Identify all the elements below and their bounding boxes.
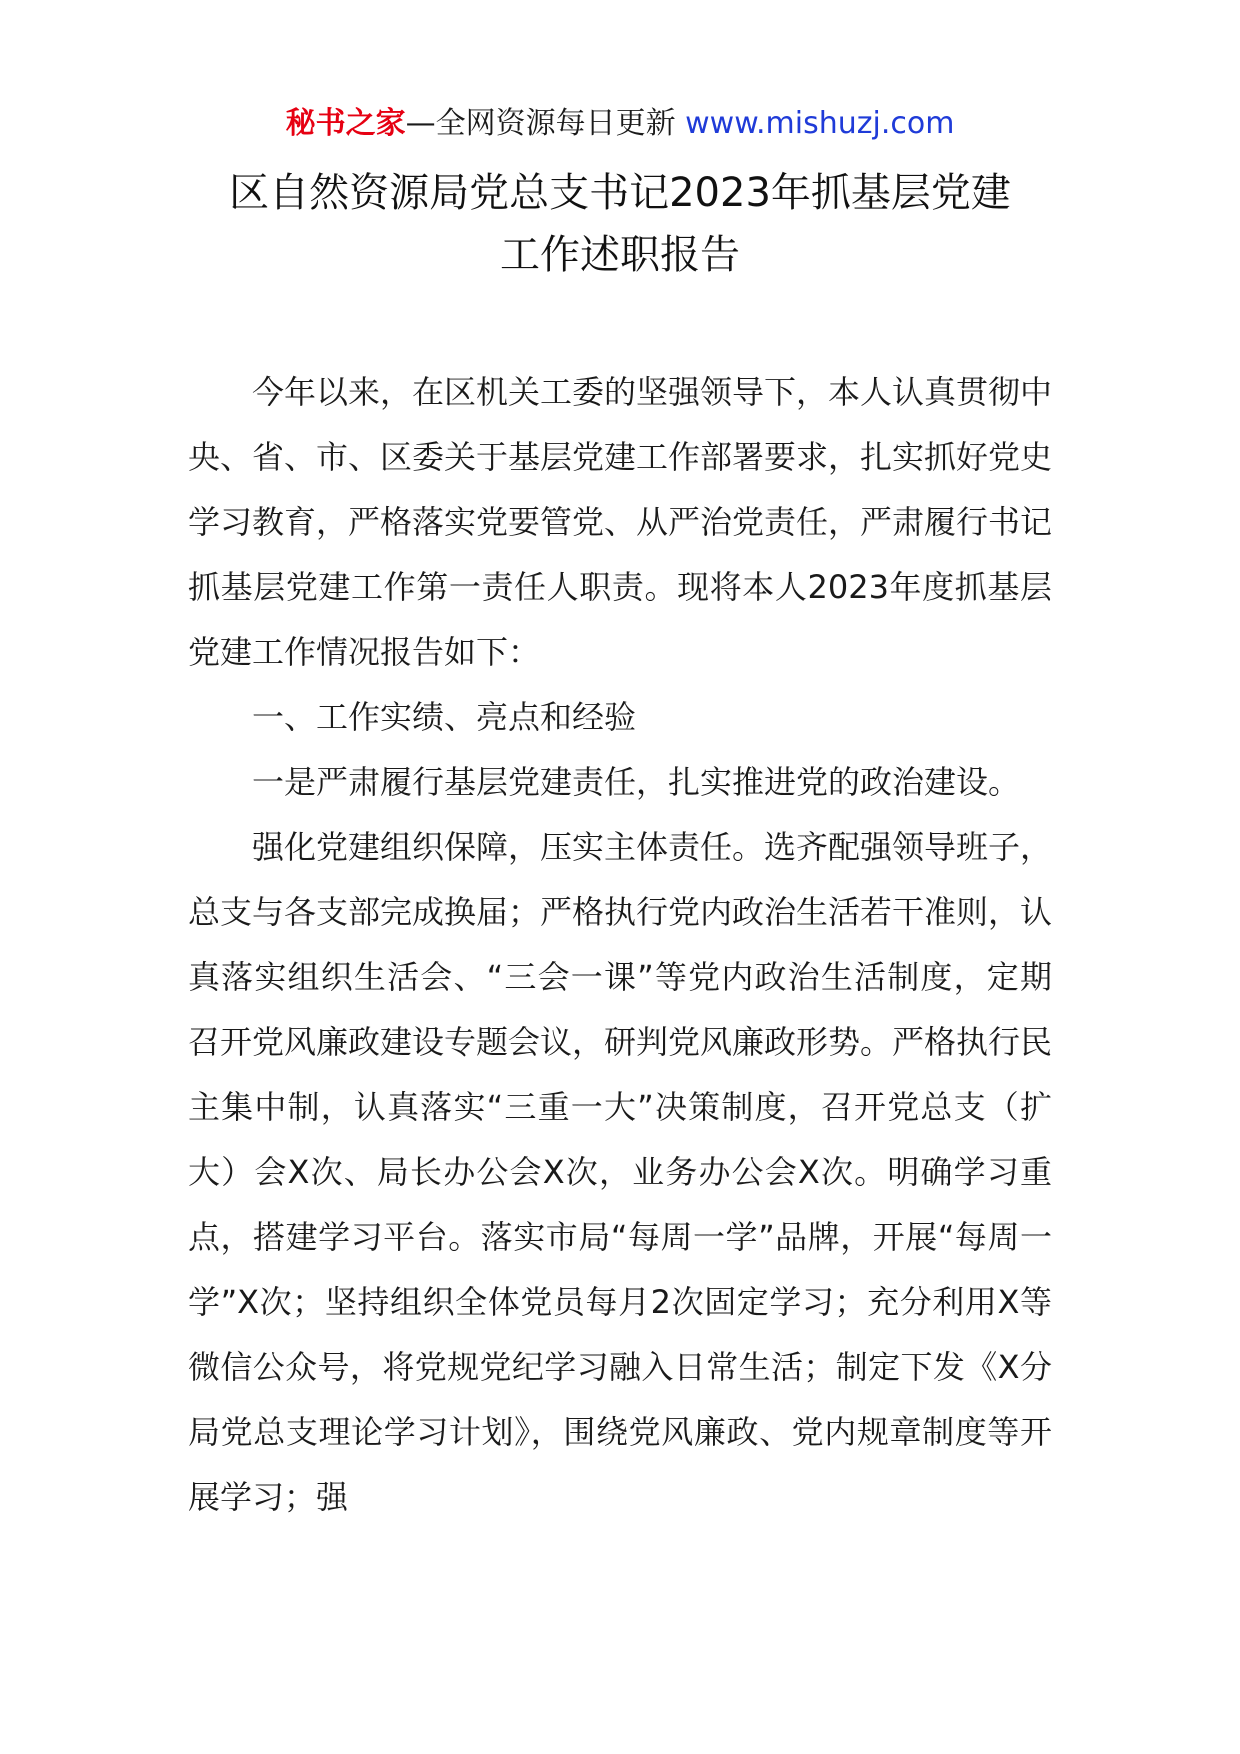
banner-tagline: —全网资源每日更新: [405, 106, 676, 141]
subsection-heading: 一是严肃履行基层党建责任，扎实推进党的政治建设。: [252, 763, 1021, 801]
title-line-2: 工作述职报告: [500, 232, 740, 278]
website-link[interactable]: www.mishuzj.com: [685, 106, 955, 141]
paragraph-intro: 今年以来，在区机关工委的坚强领导下，本人认真贯彻中央、省、市、区委关于基层党建工作部署要求，扎实抓好党史学习教育，严格落实党要管党、从严治党责任，严肃履行书记抓基层党建工作第一责任人职责。现将本人2023年度抓基层党建工作情况报告如下：: [188, 373, 1053, 671]
header-banner: [0, 100, 1240, 148]
document-body: [188, 360, 1052, 1530]
document-title: [0, 162, 1240, 286]
title-line-1: 区自然资源局党总支书记2023年抓基层党建: [229, 170, 1011, 216]
paragraph-body: 强化党建组织保障，压实主体责任。选齐配强领导班子，总支与各支部完成换届；严格执行党内政治生活若干准则，认真落实组织生活会、“三会一课”等党内政治生活制度，定期召开党风廉政建设专题会议，研判党风廉政形势。严格执行民主集中制，认真落实“三重一大”决策制度，召开党总支（扩大）会X次、局长办公会X次，业务办公会X次。明确学习重点，搭建学习平台。落实市局“每周一学”品牌，开展“每周一学”X次；坚持组织全体党员每月2次固定学习；充分利用X等微信公众号，将党规党纪学习融入日常生活；制定下发《X分局党总支理论学习计划》，围绕党风廉政、党内规章制度等开展学习；强: [188, 828, 1053, 1516]
brand-name: 秘书之家: [285, 106, 406, 141]
section-heading: 一、工作实绩、亮点和经验: [252, 698, 637, 736]
